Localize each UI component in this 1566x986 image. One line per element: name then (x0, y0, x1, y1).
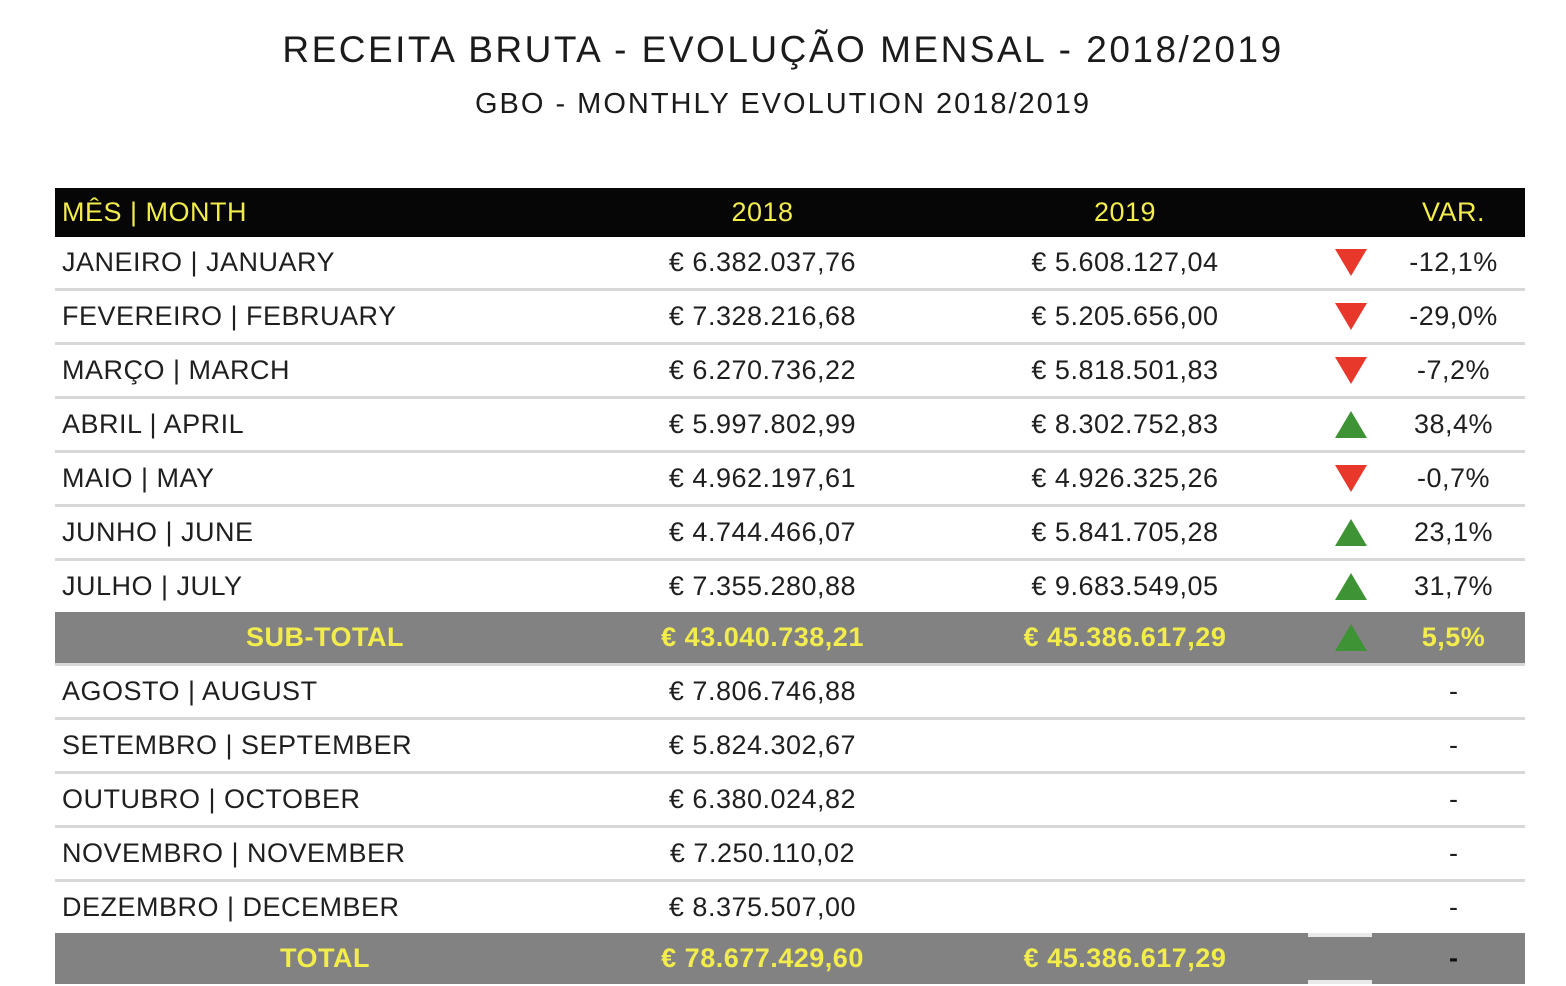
month-cell: JANEIRO | JANUARY (62, 247, 336, 277)
table-row (55, 396, 1525, 450)
value-2018-cell: € 5.997.802,99 (668, 409, 857, 439)
month-cell: TOTAL (280, 943, 370, 973)
table-row (55, 558, 1525, 612)
var-cell: 5,5% (1421, 622, 1486, 652)
table-row (55, 288, 1525, 342)
month-cell: FEVEREIRO | FEBRUARY (62, 301, 397, 331)
table-row (55, 504, 1525, 558)
var-cell: 23,1% (1413, 517, 1494, 547)
table-row (55, 237, 1525, 288)
value-2018-cell: € 7.355.280,88 (668, 571, 857, 601)
value-2019-cell: € 5.818.501,83 (1031, 355, 1219, 385)
table-body (55, 237, 1525, 984)
header-2019: 2019 (1093, 197, 1157, 227)
value-2018-cell: € 78.677.429,60 (661, 943, 864, 973)
value-2018-cell: € 7.806.746,88 (668, 676, 857, 706)
var-cell: - (1449, 784, 1458, 814)
table-row (55, 825, 1525, 879)
value-2018-cell: € 7.328.216,68 (668, 301, 857, 331)
value-2019-cell: € 8.302.752,83 (1031, 409, 1219, 439)
var-cell: - (1449, 892, 1458, 922)
table-row (55, 342, 1525, 396)
value-2019-cell: € 9.683.549,05 (1031, 571, 1219, 601)
var-cell: - (1449, 676, 1458, 706)
trend-up-icon (1335, 411, 1367, 438)
month-cell: MARÇO | MARCH (62, 355, 291, 385)
table-row (55, 612, 1525, 663)
table-row (55, 717, 1525, 771)
var-cell: 31,7% (1413, 571, 1494, 601)
value-2019-cell: € 5.205.656,00 (1031, 301, 1219, 331)
header-month: MÊS | MONTH (62, 197, 248, 227)
trend-cell (1320, 303, 1382, 330)
month-cell: JULHO | JULY (62, 571, 243, 601)
month-cell: NOVEMBRO | NOVEMBER (62, 838, 406, 868)
var-cell: -0,7% (1416, 463, 1491, 493)
header-2018: 2018 (731, 197, 794, 227)
month-cell: AGOSTO | AUGUST (62, 676, 318, 706)
table-row (55, 879, 1525, 933)
page-title: RECEITA BRUTA - EVOLUÇÃO MENSAL - 2018/2019 (282, 29, 1284, 70)
var-cell: - (1449, 730, 1458, 760)
cell-border-artifact (1308, 933, 1372, 937)
trend-cell (1320, 624, 1382, 651)
value-2018-cell: € 5.824.302,67 (668, 730, 857, 760)
month-cell: SUB-TOTAL (246, 622, 404, 652)
month-cell: DEZEMBRO | DECEMBER (62, 892, 400, 922)
var-cell: - (1449, 838, 1458, 868)
trend-up-icon (1335, 519, 1367, 546)
var-cell: -12,1% (1409, 247, 1498, 277)
trend-down-icon (1335, 303, 1367, 330)
table-header-row (55, 188, 1525, 237)
value-2018-cell: € 8.375.507,00 (668, 892, 857, 922)
cell-border-artifact (1308, 980, 1372, 984)
value-2019-cell: € 5.608.127,04 (1031, 247, 1219, 277)
report-header (0, 28, 1566, 122)
table-row (55, 771, 1525, 825)
value-2019-cell: € 4.926.325,26 (1031, 463, 1219, 493)
value-2019-cell: € 45.386.617,29 (1023, 943, 1227, 973)
var-cell: 38,4% (1413, 409, 1494, 439)
month-cell: JUNHO | JUNE (62, 517, 254, 547)
trend-cell (1320, 249, 1382, 276)
month-cell: SETEMBRO | SEPTEMBER (62, 730, 413, 760)
trend-cell (1320, 519, 1382, 546)
value-2018-cell: € 6.270.736,22 (668, 355, 857, 385)
trend-cell (1320, 357, 1382, 384)
value-2018-cell: € 7.250.110,02 (669, 838, 856, 868)
value-2018-cell: € 4.744.466,07 (668, 517, 857, 547)
table-row (55, 933, 1525, 984)
table-row (55, 663, 1525, 717)
value-2019-cell: € 5.841.705,28 (1031, 517, 1219, 547)
page-subtitle: GBO - MONTHLY EVOLUTION 2018/2019 (474, 88, 1092, 120)
month-cell: OUTUBRO | OCTOBER (62, 784, 361, 814)
trend-down-icon (1335, 249, 1367, 276)
month-cell: ABRIL | APRIL (62, 409, 245, 439)
value-2019-cell: € 45.386.617,29 (1023, 622, 1227, 652)
trend-cell (1320, 411, 1382, 438)
trend-cell (1320, 465, 1382, 492)
month-cell: MAIO | MAY (62, 463, 215, 493)
trend-down-icon (1335, 465, 1367, 492)
value-2018-cell: € 6.380.024,82 (668, 784, 857, 814)
revenue-table (55, 188, 1525, 984)
value-2018-cell: € 43.040.738,21 (661, 622, 864, 652)
var-cell: - (1449, 943, 1458, 973)
var-cell: -29,0% (1409, 301, 1498, 331)
table-row (55, 450, 1525, 504)
trend-cell (1320, 573, 1382, 600)
value-2018-cell: € 6.382.037,76 (668, 247, 857, 277)
value-2018-cell: € 4.962.197,61 (668, 463, 857, 493)
trend-down-icon (1335, 357, 1367, 384)
header-var: VAR. (1421, 197, 1485, 227)
trend-up-icon (1335, 624, 1367, 651)
var-cell: -7,2% (1416, 355, 1491, 385)
trend-up-icon (1335, 573, 1367, 600)
